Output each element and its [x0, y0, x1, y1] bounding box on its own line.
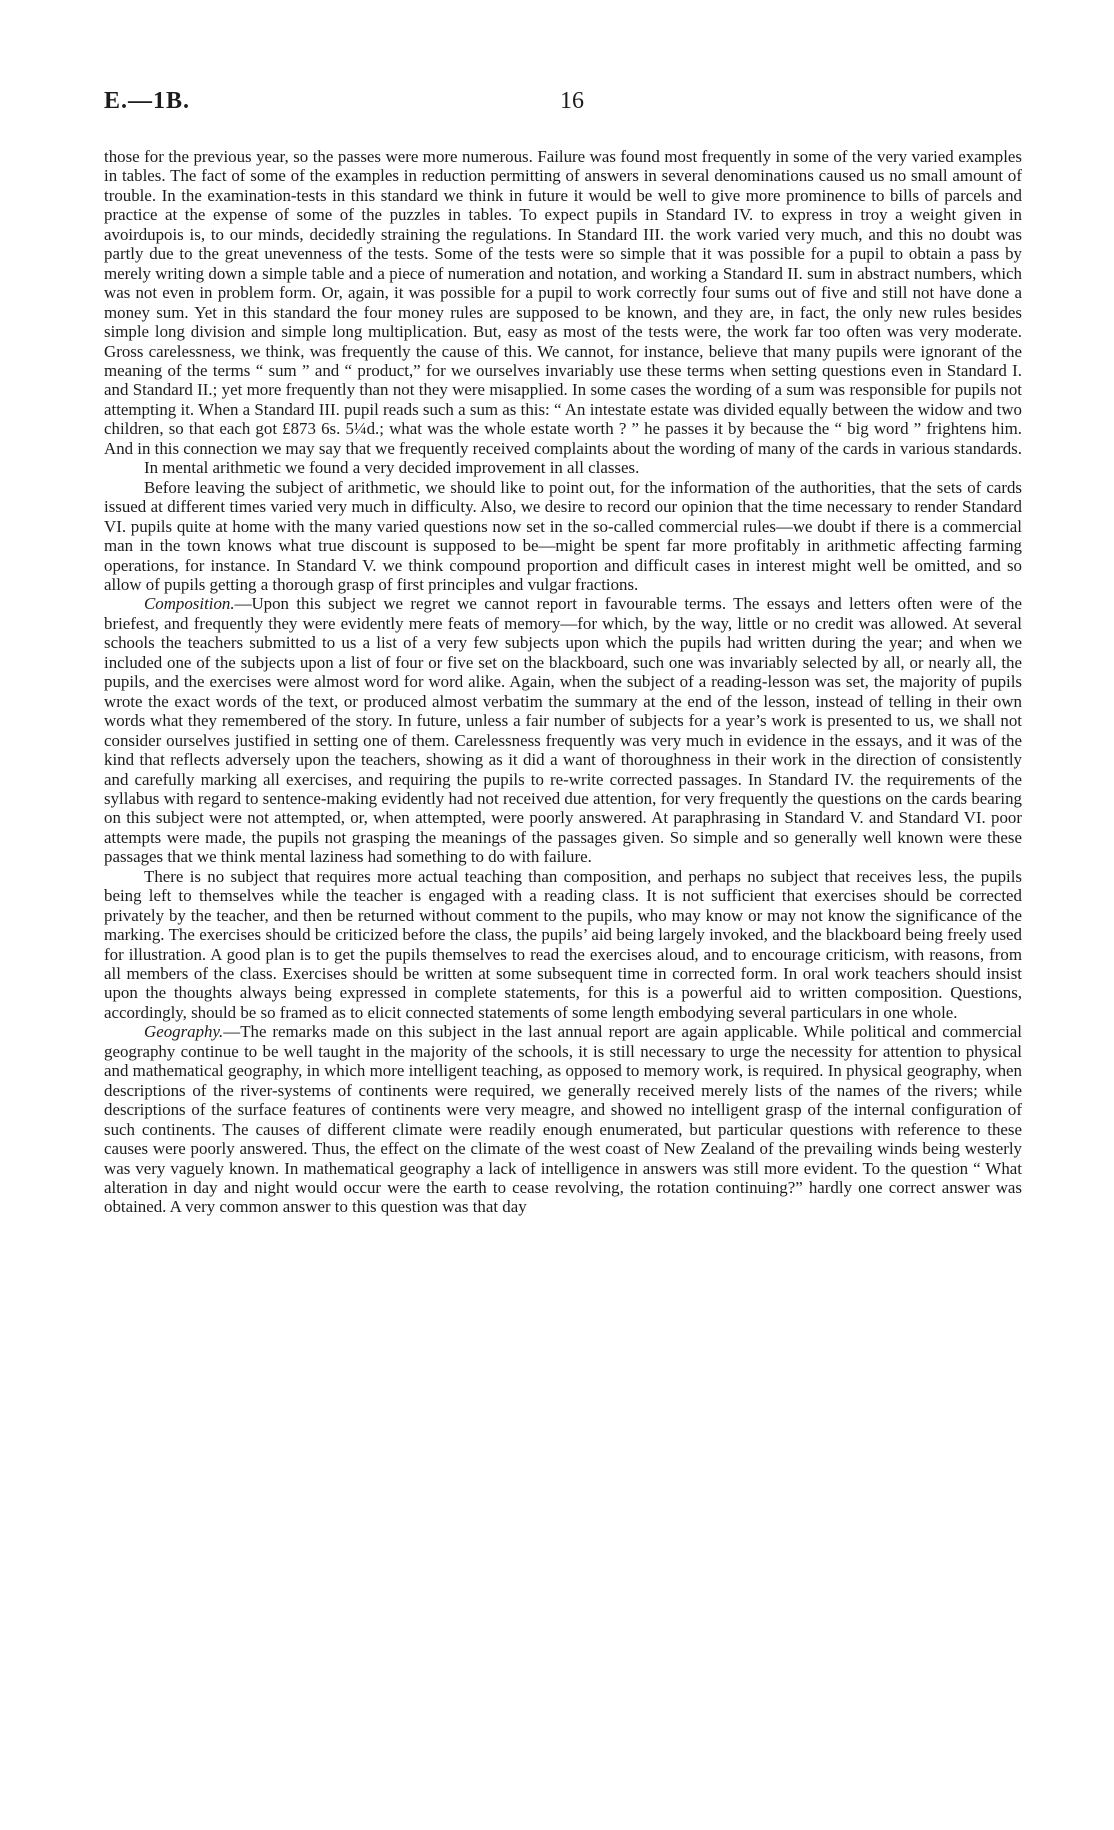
- section-heading-geography: Geography.: [144, 1022, 224, 1042]
- paragraph-text: Before leaving the subject of arithmetic, we should like to point out, for the information of the authorities, that the sets of cards issued at different times varied very much in difficulty. Also, we desire to record our opinion that the time necessary to render Standard VI. pupils quite at home with the many varied questions now set in the so-called commercial rules—we doubt if there is a commercial man in the town knows what true discount is supposed to be—might be spent far more profitably in arithmetic affecting farming operations, for instance. In Standard V. we think compound proportion and difficult cases in interest might well be omitted, and so allow of pupils getting a thorough grasp of first principles and vulgar fractions.: [104, 477, 1022, 594]
- paragraph-text: There is no subject that requires more actual teaching than composition, and perhaps no subject that receives less, the pupils being left to themselves while the teacher is engaged with a reading class. It is not sufficient that exercises should be corrected privately by the teacher, and then be returned without comment to the pupils, who may know or may not know the significance of the marking. The exercises should be criticized before the class, the pupils’ aid being largely invoked, and the blackboard being freely used for illustration. A good plan is to get the pupils themselves to read the exercises aloud, and to encourage criticism, with reasons, from all members of the class. Exercises should be written at some subsequent time in corrected form. In oral work teachers should insist upon the thoughts always being expressed in complete statements, for this is a powerful aid to written composition. Questions, accordingly, should be so framed as to elicit connected statements of some length embodying several particulars in one whole.: [104, 866, 1022, 1022]
- paragraph-text: —The remarks made on this subject in the last annual report are again applicable. While political and commercial geography continue to be well taught in the majority of the schools, it is still necessary to urge the necessity for attention to physical and mathematical geography, in which more intelligent teaching, as opposed to memory work, is required. In physical geography, when descriptions of the river-systems of continents were required, we generally received merely lists of the names of the rivers; while descriptions of the surface features of continents were very meagre, and showed no intelligent grasp of the internal configuration of such continents. The causes of different climate were readily enough enumerated, but particular questions with reference to these causes were poorly answered. Thus, the effect on the climate of the west coast of New Zealand of the prevailing winds being westerly was very vaguely known. In mathematical geography a lack of intelligence in answers was still more evident. To the question “ What alteration in day and night would occur were the earth to cease revolving, the rotation continuing?” hardly one correct answer was obtained. A very common answer to this question was that day: [104, 1022, 1022, 1217]
- page-number: 16: [560, 88, 584, 114]
- paragraph-composition-teaching: [104, 867, 1022, 1023]
- paragraph-arithmetic-continued: [104, 147, 1022, 458]
- paragraph-mental-arithmetic: [104, 458, 1022, 477]
- paragraph-geography: [104, 1022, 1022, 1217]
- paragraph-composition: [104, 594, 1022, 866]
- paragraph-text: —Upon this subject we regret we cannot report in favourable terms. The essays and letters often were of the briefest, and frequently they were evidently mere feats of memory—for which, by the way, little or no credit was allowed. At several schools the teachers submitted to us a list of a very few subjects upon which the pupils had written during the year; and when we included one of the subjects upon a list of four or five set on the blackboard, such one was invariably selected by all, or nearly all, the pupils, and the exercises were almost word for word alike. Again, when the subject of a reading-lesson was set, the majority of pupils wrote the exact words of the text, or produced almost verbatim the summary at the end of the lesson, instead of telling in their own words what they remembered of the story. In future, unless a fair number of subjects for a year’s work is presented to us, we shall not consider ourselves justified in setting one of them. Carelessness frequently was very much in evidence in the essays, and it was of the kind that reflects adversely upon the teachers, showing as it did a want of thoroughness in their work in the direction of consistently and carefully marking all exercises, and requiring the pupils to re-write corrected passages. In Standard IV. the requirements of the syllabus with regard to sentence-making evidently had not received due attention, for very frequently the questions on the cards bearing on this subject were not attempted, or, when attempted, were poorly answered. At paraphrasing in Standard V. and Standard VI. poor attempts were made, the pupils not grasping the meanings of the passages given. So simple and so generally well known were these passages that we think mental laziness had something to do with failure.: [104, 594, 1022, 867]
- document-reference: E.—1B.: [104, 88, 191, 114]
- section-heading-composition: Composition.: [144, 594, 235, 614]
- paragraph-arithmetic-cards: [104, 478, 1022, 595]
- body-text: [104, 147, 1022, 1217]
- paragraph-text: those for the previous year, so the passes were more numerous. Failure was found most frequently in some of the very varied examples in tables. The fact of some of the examples in reduction permitting of answers in several denominations caused us no small amount of trouble. In the examination-tests in this standard we think in future it would be well to give more prominence to bills of parcels and practice at the expense of some of the puzzles in tables. To expect pupils in Standard IV. to express in troy a weight given in avoirdupois is, to our minds, decidedly straining the regulations. In Standard III. the work varied very much, and this no doubt was partly due to the great unevenness of the tests. Some of the tests were so simple that it was possible for a pupil to obtain a pass by merely writing down a simple table and a piece of numeration and notation, and working a Standard II. sum in abstract numbers, which was not even in problem form. Or, again, it was possible for a pupil to work correctly four sums out of five and still not have done a money sum. Yet in this standard the four money rules are supposed to be known, and they are, in fact, the only new rules besides simple long division and simple long multiplication. But, easy as most of the tests were, the work far too often was very moderate. Gross carelessness, we think, was frequently the cause of this. We cannot, for instance, believe that many pupils were ignorant of the meaning of the terms “ sum ” and “ product,” for we ourselves invariably use these terms when setting questions even in Standard I. and Standard II.; yet more frequently than not they were misapplied. In some cases the wording of a sum was responsible for pupils not attempting it. When a Standard III. pupil reads such a sum as this: “ An intestate estate was divided equally between the widow and two children, so that each got £873 6s. 5¼d.; what was the whole estate worth ? ” he passes it by because the “ big word ” frightens him. And in this connection we may say that we frequently received complaints about the wording of many of the cards in various standards.: [104, 147, 1022, 458]
- page-header: [104, 88, 1024, 118]
- paragraph-text: In mental arithmetic we found a very decided improvement in all classes.: [144, 458, 640, 478]
